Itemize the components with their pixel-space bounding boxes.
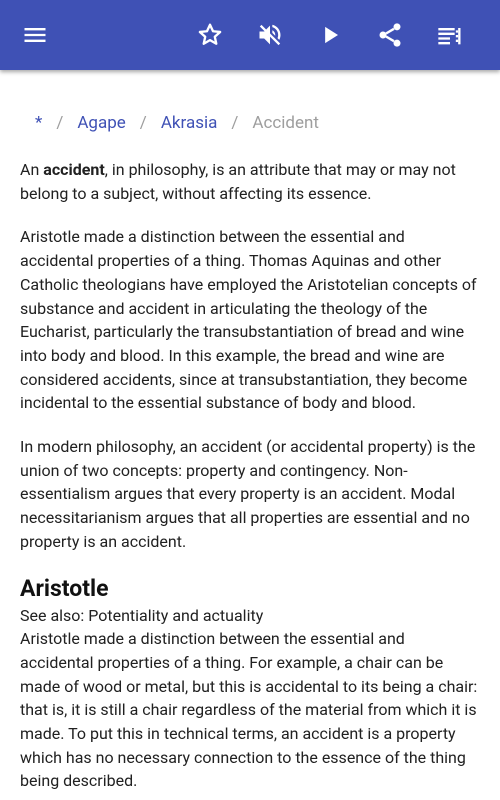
breadcrumb-separator: / xyxy=(56,113,64,133)
play-icon[interactable] xyxy=(316,20,346,50)
star-outline-icon[interactable] xyxy=(195,20,225,50)
app-bar xyxy=(0,0,500,70)
article-content xyxy=(20,158,482,793)
breadcrumb-separator: / xyxy=(139,113,147,133)
intro-text-before: An xyxy=(20,160,44,179)
intro-term: accident xyxy=(43,160,105,179)
paragraph-distinction: Aristotle made a distinction between the essential and accidental properties of a thing. Thomas Aquinas and other Catholic theologians have employed the Aristotelian concepts of substance and accident in articulating the theology of the Eucharist, particularly the transubstantiation of bread and wine into body and blood. In this example, the bread and wine are considered accidents, since at transubstantiation, they become incidental to the essential substance of body and blood. xyxy=(20,227,477,413)
breadcrumb xyxy=(35,113,319,133)
share-icon[interactable] xyxy=(375,20,405,50)
breadcrumb-current: Accident xyxy=(252,113,319,133)
intro-paragraph xyxy=(20,158,482,205)
paragraph-modern-philosophy: In modern philosophy, an accident (or accidental property) is the union of two concepts: property and contingency. Non-essentialism argues that every property is an accident. Modal necessitarianism argues that all properties are essential and no property is an accident. xyxy=(20,437,476,551)
breadcrumb-separator: / xyxy=(231,113,239,133)
paragraph-aristotle: Aristotle made a distinction between the essential and accidental properties of a thing. For example, a chair can be made of wood or metal, but this is accidental to its being a chair: that is, it is still a chair regardless of the material from which it is made. To put this in technical terms, an accident is a property which has no necessary connection to the essence of the thing being described. xyxy=(20,629,478,791)
breadcrumb-home[interactable]: * xyxy=(35,113,43,133)
intro-text-after: , in philosophy, is an attribute that may or may not belong to a subject, without affecting its essence. xyxy=(20,160,456,203)
menu-icon[interactable] xyxy=(20,20,50,50)
volume-off-icon[interactable] xyxy=(255,20,285,50)
playlist-icon[interactable] xyxy=(435,20,465,50)
section-heading-aristotle: Aristotle xyxy=(20,574,109,602)
breadcrumb-akrasia[interactable]: Akrasia xyxy=(160,113,218,133)
breadcrumb-agape[interactable]: Agape xyxy=(77,113,126,133)
see-also-note: See also: Potentiality and actuality xyxy=(20,605,264,625)
